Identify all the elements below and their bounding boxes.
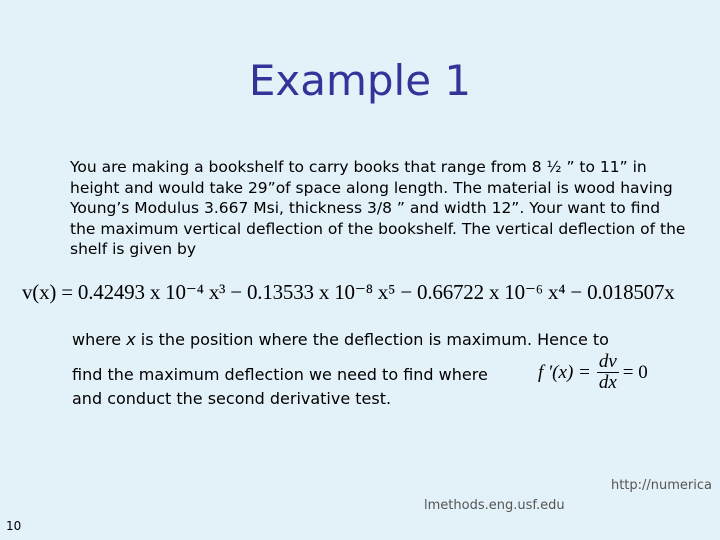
fraction-numerator: dv xyxy=(598,351,617,372)
footer-url-part1[interactable]: http://numerica xyxy=(610,478,712,493)
where-variable: x xyxy=(126,330,136,349)
find-sentence: find the maximum deflection we need to find where xyxy=(72,365,488,384)
derivative-lhs: f ′(x) = xyxy=(538,361,591,383)
derivative-equation xyxy=(538,352,648,393)
deflection-equation xyxy=(22,280,712,305)
derivative-rhs: = 0 xyxy=(622,361,648,383)
derivative-fraction xyxy=(597,352,619,393)
where-sentence xyxy=(72,330,609,349)
equation-text: v(x) = 0.42493 x 10⁻⁴ x³ − 0.13533 x 10⁻⁸ x⁵ − 0.66722 x 10⁻⁶ x⁴ − 0.018507x xyxy=(22,280,675,304)
where-suffix: is the position where the deflection is maximum. Hence to xyxy=(135,330,609,349)
slide-title: Example 1 xyxy=(248,56,472,105)
footer-url-part2[interactable]: lmethods.eng.usf.edu xyxy=(424,498,565,513)
where-prefix: where xyxy=(72,330,127,349)
conduct-sentence: and conduct the second derivative test. xyxy=(72,389,392,408)
problem-paragraph: You are making a bookshelf to carry books that range from 8 ½ ” to 11” in height and would take 29”of space along length. The material is wood having Young’s Modulus 3.667 Msi, thickness 3/8 ” and width 12”. Your want to find the maximum vertical deflection of the bookshelf. The vertical deflection of the shelf is given by xyxy=(70,158,686,258)
fraction-denominator: dx xyxy=(598,372,617,393)
page-number: 10 xyxy=(6,519,22,533)
